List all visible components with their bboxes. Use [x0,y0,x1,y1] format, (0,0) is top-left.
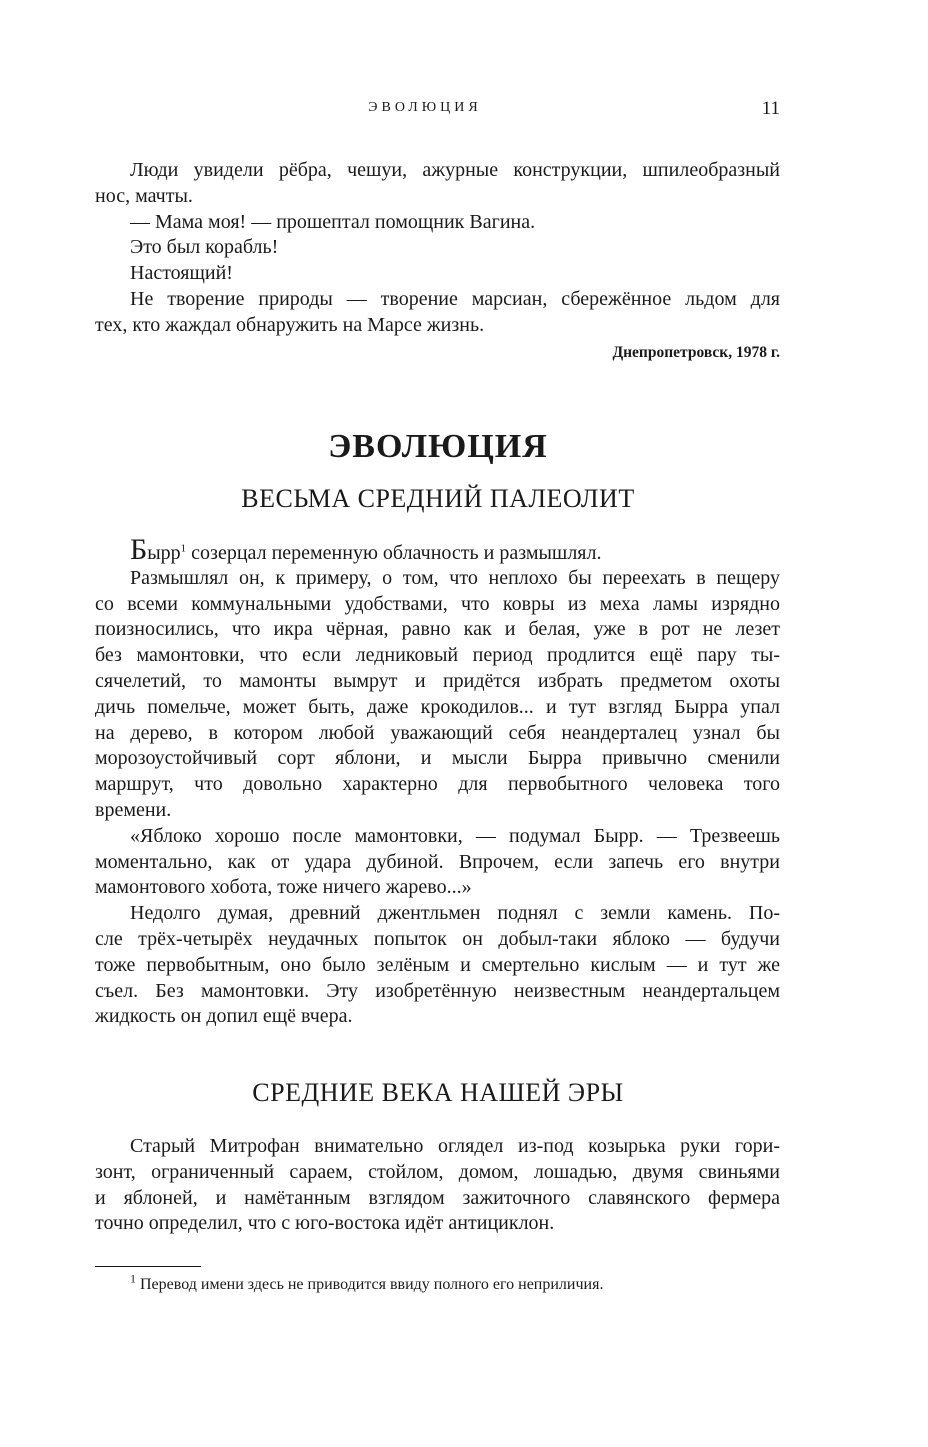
footnote [130,1271,604,1294]
text-line: нос, мачты. [95,184,193,207]
text-line: и яблоней, и намётанным взглядом зажиточного славянского фермера [95,1186,780,1209]
story-signature: Днепропетровск, 1978 г. [612,344,780,361]
text-line: тоже первобытным, оно было зелёным и смертельно кислым — и тут же [95,953,780,976]
text-line: поизносились, что икра чёрная, равно как и белая, уже в рот не лезет [95,618,780,641]
footnote-number: 1 [130,1271,136,1286]
text-line: Недолго думая, древний джентльмен поднял с земли камень. По- [130,902,780,925]
text-line: сячелетий, то мамонты вымрут и придётся избрать предметом охоты [95,669,780,692]
footnote-rule [95,1266,201,1267]
text-line: Не творение природы — творение марсиан, сбережённое льдом для [130,287,780,310]
text-line: тех, кто жаждал обнаружить на Марсе жизнь. [95,313,485,336]
section2-text [95,1134,780,1237]
first-line-rest: созерцал переменную облачность и размышлял. [186,542,602,564]
text-line: без мамонтовки, что если ледниковый период продлится ещё пару ты- [95,644,780,667]
text-line: морозоустойчивый сорт яблони, и мысли Бырра привычно сменили [95,747,780,770]
text-line: со всеми коммунальными удобствами, что ковры из меха ламы изрядно [95,592,780,615]
footnote-mark: 1 [180,542,187,555]
section1-text [95,533,780,1030]
footnote-text: Перевод имени здесь не приводится ввиду полного его неприличия. [136,1276,604,1293]
running-title: ЭВОЛЮЦИЯ [368,100,482,115]
text-line: моментально, как от удара дубиной. Впрочем, если запечь его внутри [95,850,780,873]
text-line: — Мама моя! — прошептал помощник Вагина. [130,210,536,233]
text-line-first [95,533,780,566]
text-line: мамонтового хобота, тоже ничего жарево...» [95,876,472,899]
section-title-middle-ages: СРЕДНИЕ ВЕКА НАШЕЙ ЭРЫ [252,1078,624,1107]
previous-story-text [95,158,780,339]
chapter-title: ЭВОЛЮЦИЯ [328,428,548,465]
text-line: съел. Без мамонтовки. Эту изобретённую неизвестным неандертальцем [95,979,780,1002]
text-line: на дерево, в котором любой уважающий себя неандерталец узнал бы [95,721,780,744]
text-line: Старый Митрофан внимательно оглядел из-под козырька руки гори- [130,1135,780,1157]
drop-cap: Б [130,533,148,566]
text-line: точно определил, что с юго-востока идёт антициклон. [95,1212,555,1235]
text-line: Люди увидели рёбра, чешуи, ажурные конструкции, шпилеобразный [130,159,780,181]
text-line: жидкость он допил ещё вчера. [95,1005,353,1028]
text-line: времени. [95,798,172,821]
section-title-paleolith: ВЕСЬМА СРЕДНИЙ ПАЛЕОЛИТ [241,484,635,513]
text-line: сле трёх-четырёх неудачных попыток он добыл-таки яблоко — будучи [95,927,780,950]
text-line: дичь помельче, может быть, даже крокодилов... и тут взгляд Бырра упал [95,695,780,718]
text-line: маршрут, что довольно характерно для первобытного человека того [95,773,780,796]
text-line: Настоящий! [130,262,233,285]
first-word-rest: ырр [147,542,181,564]
page-number: 11 [761,98,780,119]
text-line: Размышлял он, к примеру, о том, что неплохо бы переехать в пещеру [130,566,780,589]
text-line: зонт, ограниченный сараем, стойлом, домом, лошадью, двумя свиньями [95,1160,780,1183]
text-line: Это был корабль! [130,236,279,259]
text-line: «Яблоко хорошо после мамонтовки, — подумал Бырр. — Трезвеешь [130,824,780,847]
running-head [95,100,780,124]
